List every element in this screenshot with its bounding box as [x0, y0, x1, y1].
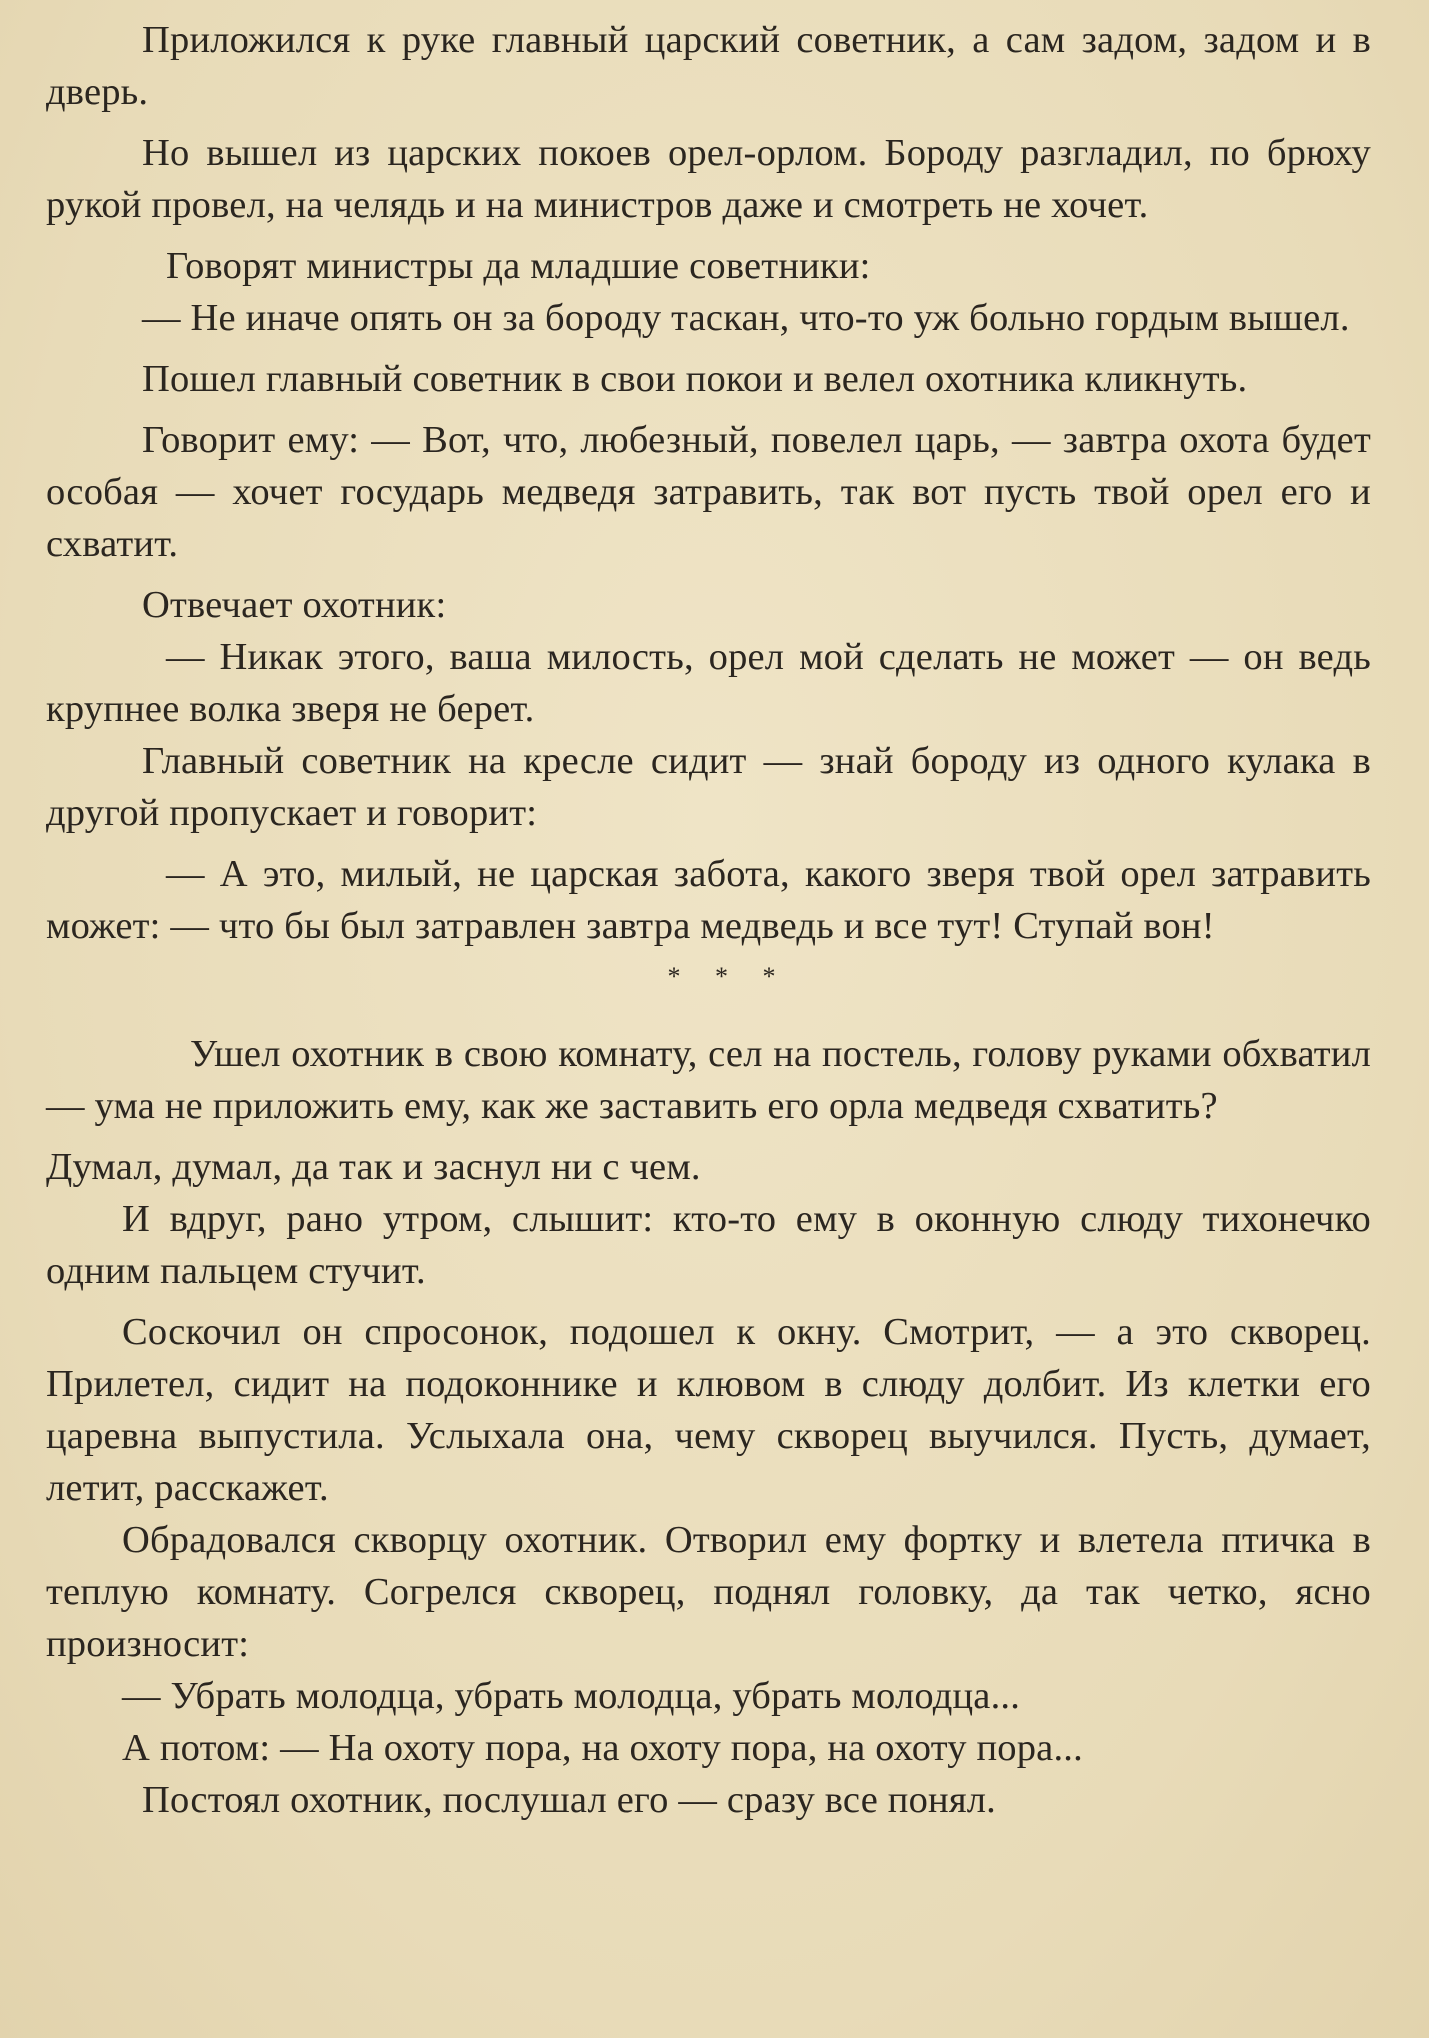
paragraph: А потом: — На охоту пора, на охоту пора, на охоту пора...	[122, 1727, 1083, 1769]
paragraph: Говорит ему: — Вот, что, любезный, повелел царь, — завтра охота будет особая — хочет государь медведя затравить, так вот пусть твой орел его и схватит.	[46, 419, 1371, 565]
paragraph: Пошел главный советник в свои покои и велел охотника кликнуть.	[142, 358, 1248, 400]
paragraph: Говорят министры да младшие советники:	[166, 245, 871, 287]
paragraph: Обрадовался скворцу охотник. Отворил ему фортку и влетела птичка в теплую комнату. Согрелся скворец, поднял головку, да так четко, ясно произносит:	[46, 1519, 1371, 1665]
paragraph: Ушел охотник в свою комнату, сел на постель, голову руками обхватил — ума не приложить ему, как же заставить его орла медведя схватить?	[46, 1033, 1371, 1127]
paragraph: — Никак этого, ваша милость, орел мой сделать не может — он ведь крупнее волка зверя не берет.	[46, 636, 1371, 730]
paragraph: Отвечает охотник:	[142, 584, 447, 626]
paragraph: — Не иначе опять он за бороду таскан, что-то уж больно гордым вышел.	[142, 297, 1350, 339]
section-separator: * * *	[667, 962, 790, 991]
paragraph: — А это, милый, не царская забота, какого зверя твой орел затравить может: — что бы был затравлен завтра медведь и все тут! Ступай вон!	[46, 853, 1371, 947]
paragraph: — Убрать молодца, убрать молодца, убрать молодца...	[122, 1675, 1021, 1717]
paragraph: Главный советник на кресле сидит — знай бороду из одного кулака в другой пропускает и говорит:	[46, 740, 1371, 834]
paragraph: Приложился к руке главный царский советник, а сам задом, задом и в дверь.	[46, 19, 1371, 113]
paragraph: Думал, думал, да так и заснул ни с чем.	[46, 1146, 701, 1188]
paragraph: Но вышел из царских покоев орел-орлом. Бороду разгладил, по брюху рукой провел, на челядь и на министров даже и смотреть не хочет.	[46, 132, 1371, 226]
paragraph: И вдруг, рано утром, слышит: кто-то ему в оконную слюду тихонечко одним пальцем стучит.	[46, 1198, 1371, 1292]
paragraph: Соскочил он спросонок, подошел к окну. Смотрит, — а это скворец. Прилетел, сидит на подоконнике и клювом в слюду долбит. Из клетки его царевна выпустила. Услыхала она, чему скворец выучился. Пусть, думает, летит, расскажет.	[46, 1311, 1371, 1509]
paragraph: Постоял охотник, послушал его — сразу все понял.	[142, 1779, 997, 1821]
